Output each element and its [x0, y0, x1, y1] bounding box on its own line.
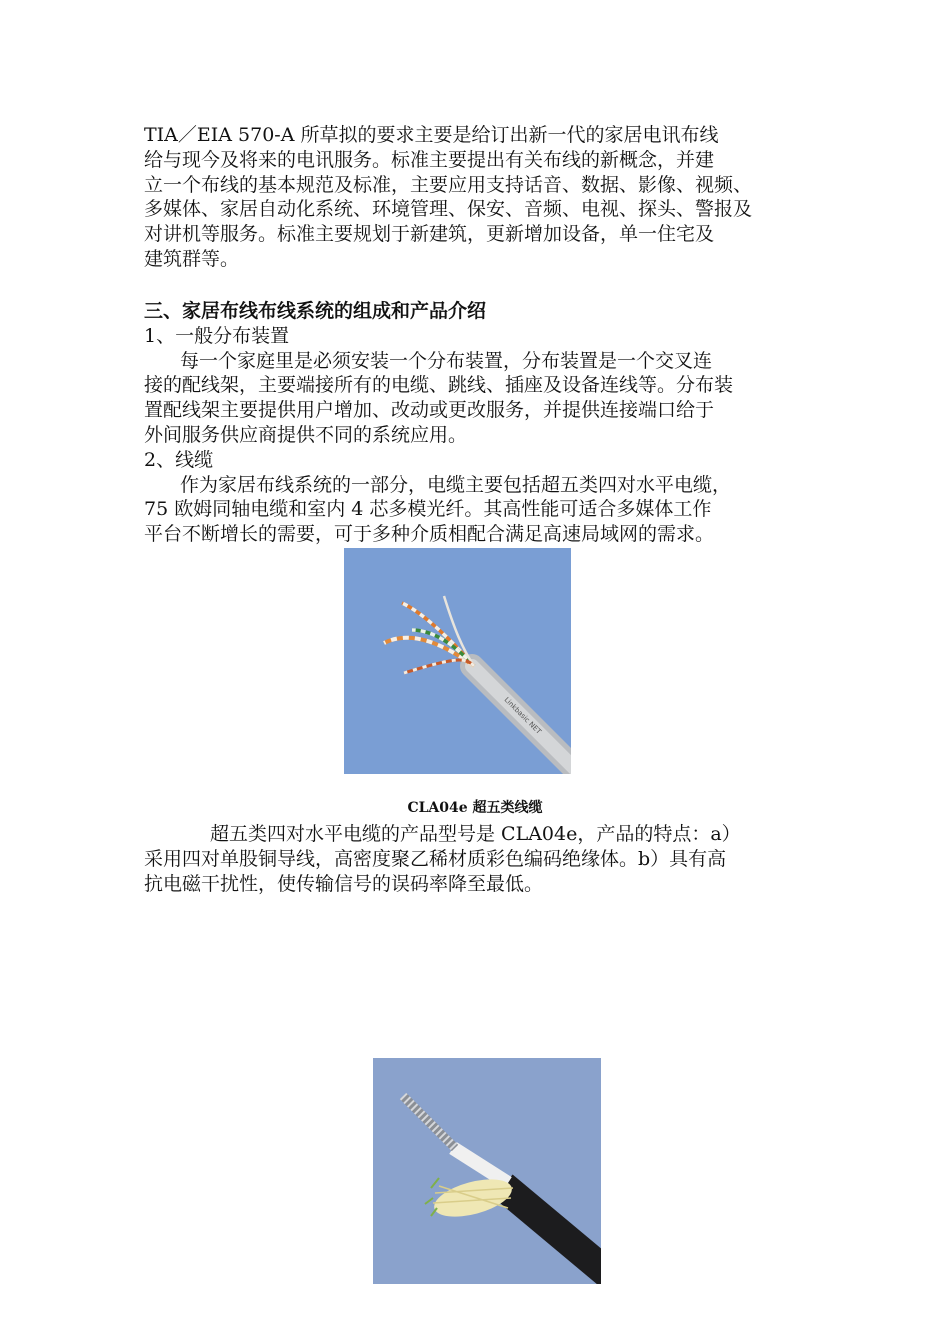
body-line: 平台不断增长的需要，可于多种介质相配合满足高速局域网的需求。 [144, 523, 715, 546]
section-heading: 三、家居布线布线系统的组成和产品介绍 [144, 300, 487, 322]
intro-line: 对讲机等服务。标准主要规划于新建筑，更新增加设备，单一住宅及 [144, 223, 715, 246]
body-line: 接的配线架，主要端接所有的电缆、跳线、插座及设备连线等。分布装 [144, 374, 734, 397]
body-line: 作为家居布线系统的一部分，电缆主要包括超五类四对水平电缆， [180, 473, 732, 496]
subsection-title-cable: 2、线缆 [144, 448, 214, 471]
body-line: 采用四对单股铜导线，高密度聚乙稀材质彩色编码绝缘体。b）具有高 [144, 847, 727, 870]
intro-line: 多媒体、家居自动化系统、环境管理、保安、音频、电视、探头、警报及 [144, 198, 753, 221]
cable-print-text: Linkbasic NET [502, 695, 543, 736]
intro-line: TIA／EIA 570-A 所草拟的要求主要是给订出新一代的家居电讯布线 [144, 124, 719, 146]
body-line: 外间服务供应商提供不同的系统应用。 [144, 423, 468, 446]
body-line: 超五类四对水平电缆的产品型号是 CLA04e，产品的特点：a） [210, 823, 741, 845]
intro-line: 立一个布线的基本规范及标准，主要应用支持话音、数据、影像、视频、 [144, 173, 753, 196]
body-line: 置配线架主要提供用户增加、改动或更改服务，并提供连接端口给于 [144, 399, 715, 422]
intro-line: 建筑群等。 [144, 247, 240, 270]
body-line: 每一个家庭里是必须安装一个分布装置，分布装置是一个交叉连 [180, 349, 713, 372]
figure-caption: CLA04e 超五类线缆 [407, 800, 543, 816]
fiber-cable-illustration [373, 1058, 601, 1284]
body-line: 抗电磁干扰性，使传输信号的误码率降至最低。 [144, 872, 544, 895]
intro-paragraph [144, 123, 824, 272]
fiber-cable-photo [373, 1058, 601, 1284]
section-three [144, 299, 824, 547]
cat5e-cable-illustration [344, 548, 571, 774]
body-line: 75 欧姆同轴电缆和室内 4 芯多模光纤。其高性能可适合多媒体工作 [144, 498, 712, 521]
subsection-title-distribution: 1、一般分布装置 [144, 324, 290, 347]
intro-line: 给与现今及将来的电讯服务。标准主要提出有关布线的新概念，并建 [144, 148, 715, 171]
product-paragraph [144, 822, 824, 896]
cat5e-cable-photo [344, 548, 571, 774]
